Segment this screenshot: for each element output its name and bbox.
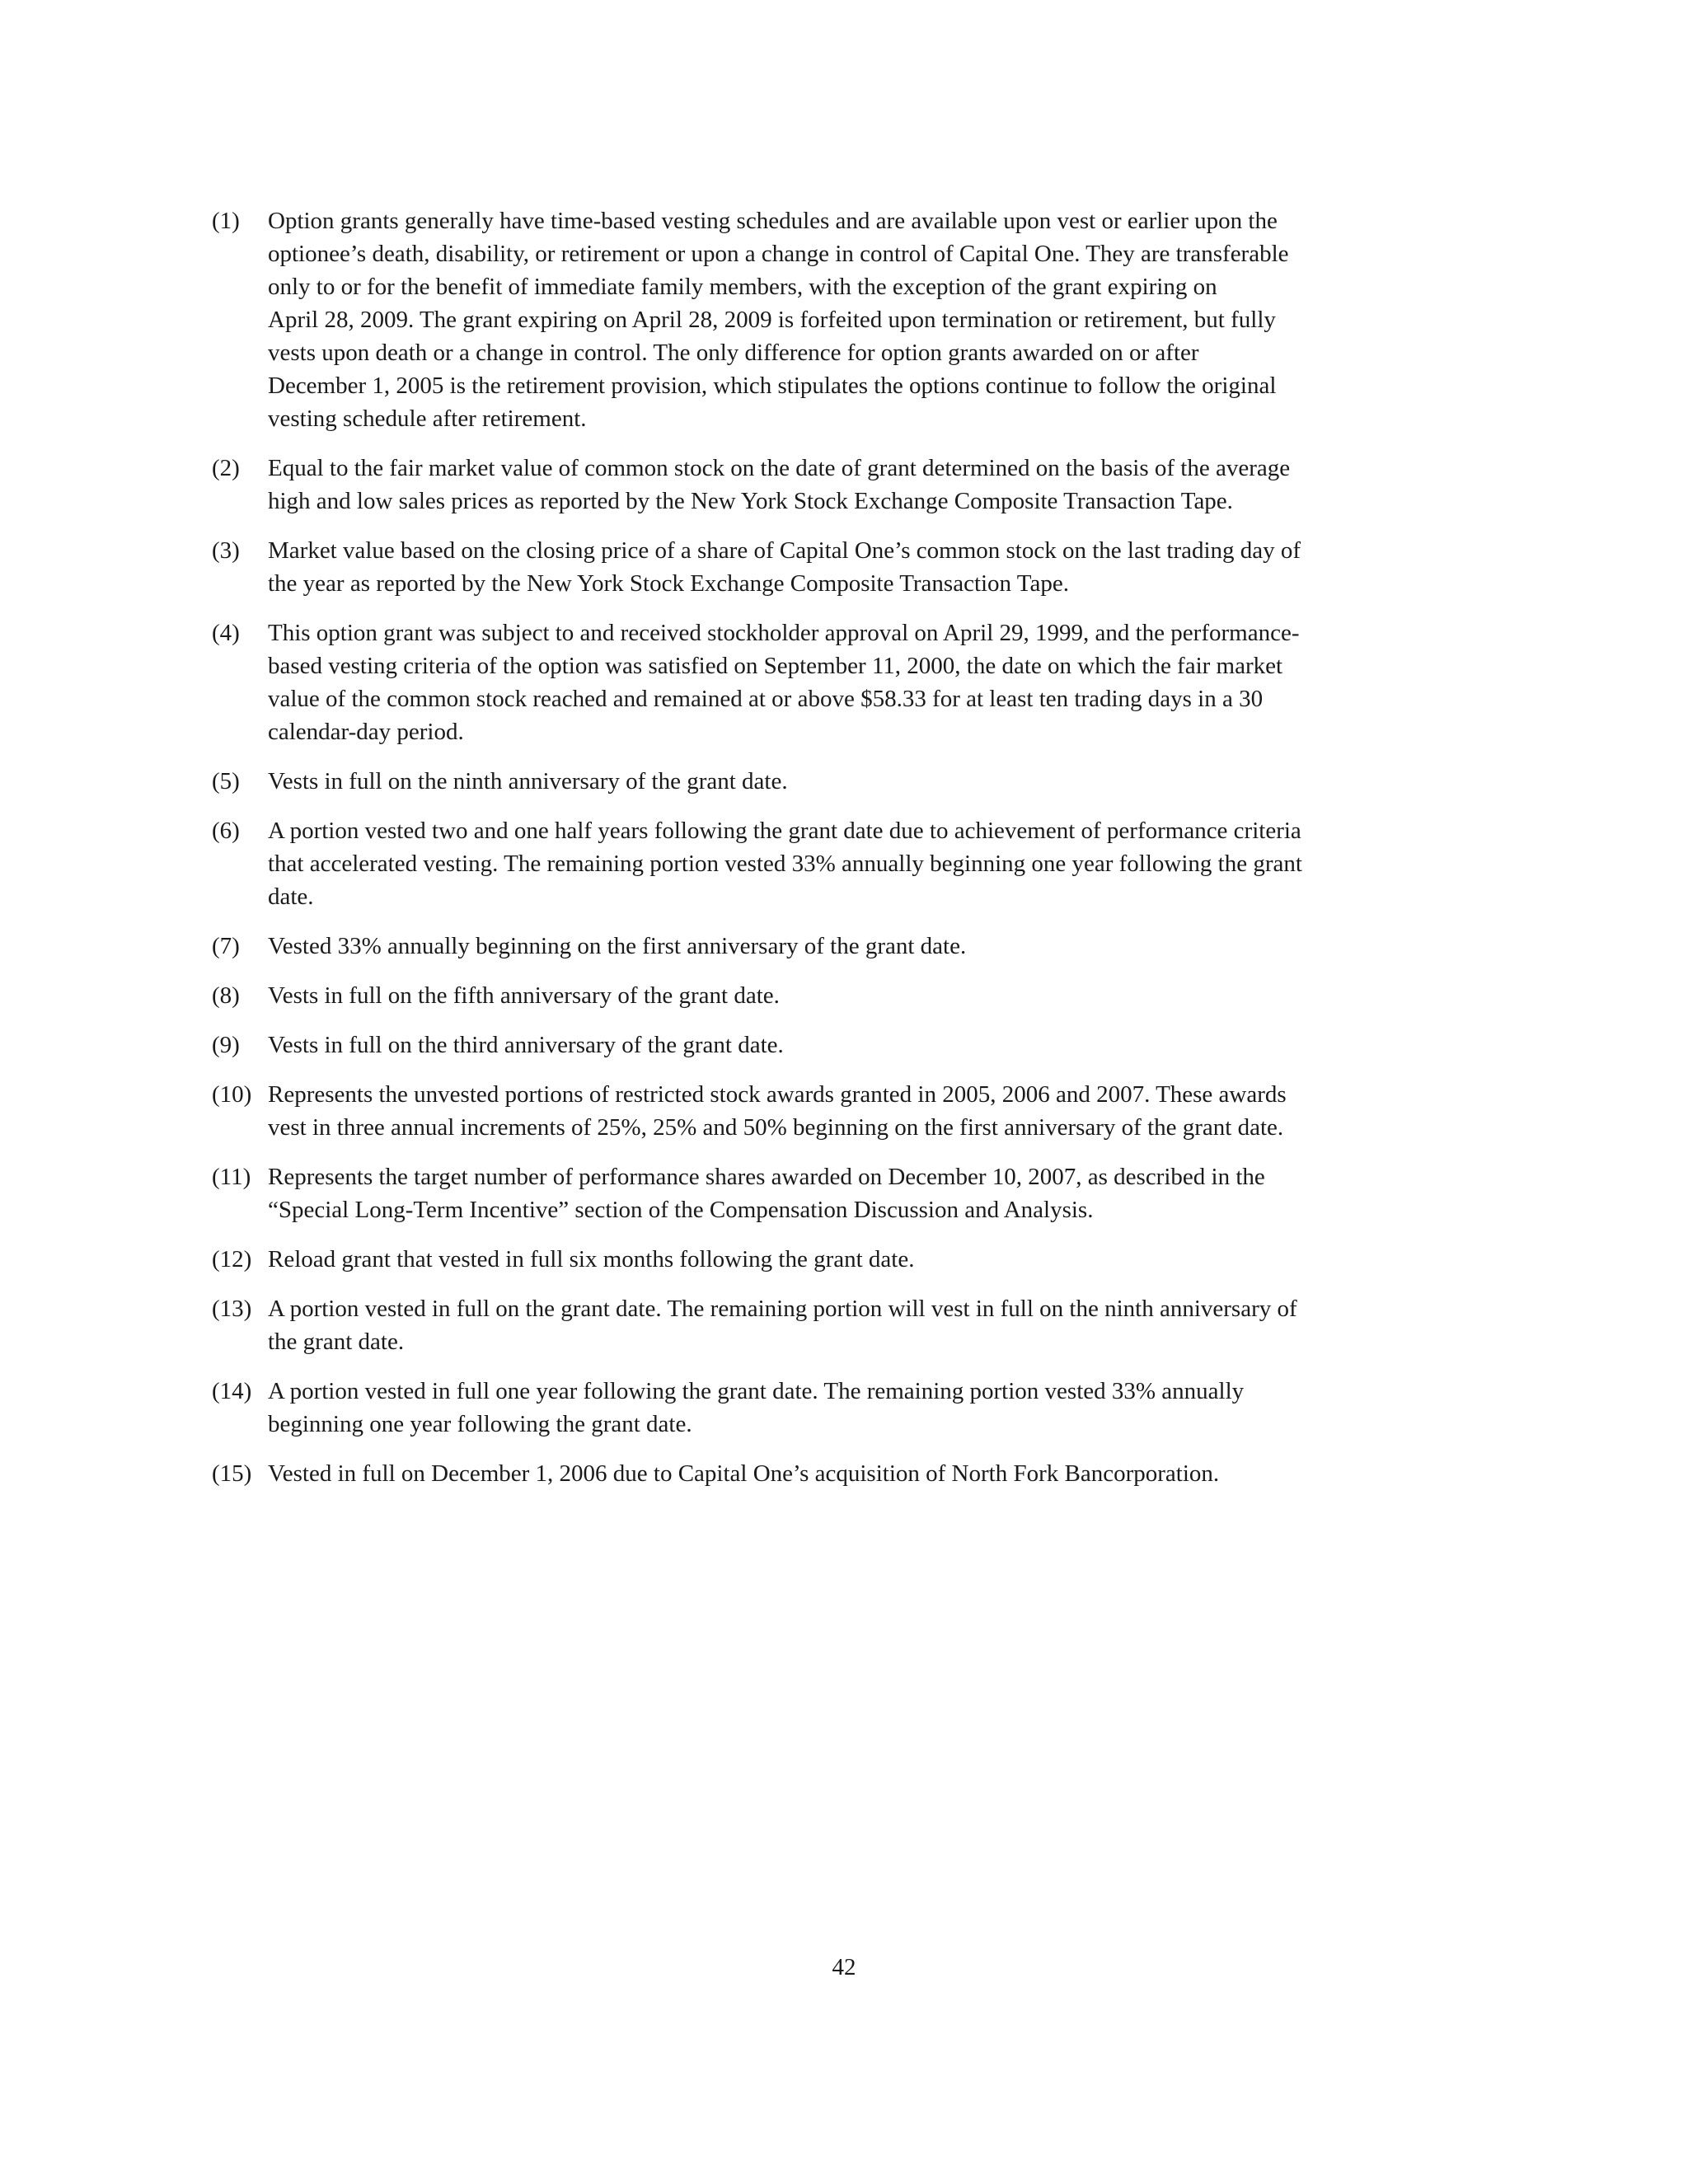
footnote-text: Equal to the fair market value of common stock on the date of grant determined on the basis of the average high and low sales prices as reported by the New York Stock Exchange Composite Transaction Tape. [268, 455, 1291, 514]
footnote-text: Vests in full on the ninth anniversary of the grant date. [268, 768, 788, 794]
footnote-text: Represents the unvested portions of restricted stock awards granted in 2005, 2006 and 2007. These awards vest in three annual increments of 25%, 25% and 50% beginning on the first anniversary of the grant date. [268, 1081, 1287, 1141]
footnote-number: (1) [212, 208, 240, 234]
footnote-number: (7) [212, 933, 240, 959]
footnote-text: Reload grant that vested in full six months following the grant date. [268, 1246, 915, 1272]
footnote-text: This option grant was subject to and received stockholder approval on April 29, 1999, and the performance- based vesting criteria of the option was satisfied on September 11, 2000, the date on which the fair market value of the common stock reached and remained at or above $58.33 for at least ten trading days in a 30 calendar-day period. [268, 620, 1300, 745]
footnote-10 [212, 1078, 1473, 1144]
footnote-6 [212, 814, 1473, 913]
footnote-15 [212, 1457, 1473, 1490]
footnote-number: (9) [212, 1032, 240, 1058]
footnote-4 [212, 616, 1473, 748]
footnote-number: (5) [212, 768, 240, 794]
footnote-text: Market value based on the closing price of a share of Capital One’s common stock on the last trading day of the year as reported by the New York Stock Exchange Composite Transaction Tape. [268, 537, 1301, 597]
footnote-number: (8) [212, 982, 240, 1009]
footnote-7 [212, 930, 1473, 963]
footnote-text: Represents the target number of performance shares awarded on December 10, 2007, as described in the “Special Long-Term Incentive” section of the Compensation Discussion and Analysis. [268, 1164, 1265, 1223]
footnote-2 [212, 452, 1473, 518]
footnote-8 [212, 979, 1473, 1012]
footnote-number: (10) [212, 1081, 252, 1108]
footnote-number: (15) [212, 1460, 252, 1487]
footnote-text: A portion vested in full one year following the grant date. The remaining portion vested 33% annually beginning one year following the grant date. [268, 1378, 1245, 1437]
footnote-number: (4) [212, 620, 240, 646]
footnote-text: Option grants generally have time-based vesting schedules and are available upon vest or earlier upon the optionee’s death, disability, or retirement or upon a change in control of Capital One. They are transferable only to or for the benefit of immediate family members, with the exception of the grant expiring on April 28, 2009. The grant expiring on April 28, 2009 is forfeited upon termination or retirement, but fully vests upon death or a change in control. The only difference for option grants awarded on or after December 1, 2005 is the retirement provision, which stipulates the options continue to follow the original vesting schedule after retirement. [268, 208, 1289, 432]
footnote-number: (2) [212, 455, 240, 481]
footnote-text: A portion vested in full on the grant date. The remaining portion will vest in full on the ninth anniversary of the grant date. [268, 1296, 1297, 1355]
footnote-list [212, 204, 1473, 1507]
footnote-text: Vested 33% annually beginning on the first anniversary of the grant date. [268, 933, 967, 959]
footnote-text: Vested in full on December 1, 2006 due to Capital One’s acquisition of North Fork Bancorporation. [268, 1460, 1220, 1487]
footnote-text: A portion vested two and one half years following the grant date due to achievement of performance criteria that accelerated vesting. The remaining portion vested 33% annually beginning one year following the grant date. [268, 818, 1302, 910]
footnote-11 [212, 1160, 1473, 1226]
footnote-9 [212, 1029, 1473, 1062]
footnote-number: (11) [212, 1164, 251, 1190]
footnote-number: (3) [212, 537, 240, 564]
footnote-1 [212, 204, 1473, 435]
footnote-number: (13) [212, 1296, 252, 1322]
footnote-3 [212, 534, 1473, 600]
footnote-14 [212, 1375, 1473, 1441]
footnote-number: (12) [212, 1246, 252, 1272]
footnote-13 [212, 1292, 1473, 1358]
page-number: 42 [832, 1954, 856, 1980]
footnote-5 [212, 765, 1473, 798]
footnote-text: Vests in full on the third anniversary of the grant date. [268, 1032, 784, 1058]
footnote-text: Vests in full on the fifth anniversary of the grant date. [268, 982, 780, 1009]
footnote-number: (6) [212, 818, 240, 844]
footnote-number: (14) [212, 1378, 252, 1404]
footnote-12 [212, 1243, 1473, 1276]
